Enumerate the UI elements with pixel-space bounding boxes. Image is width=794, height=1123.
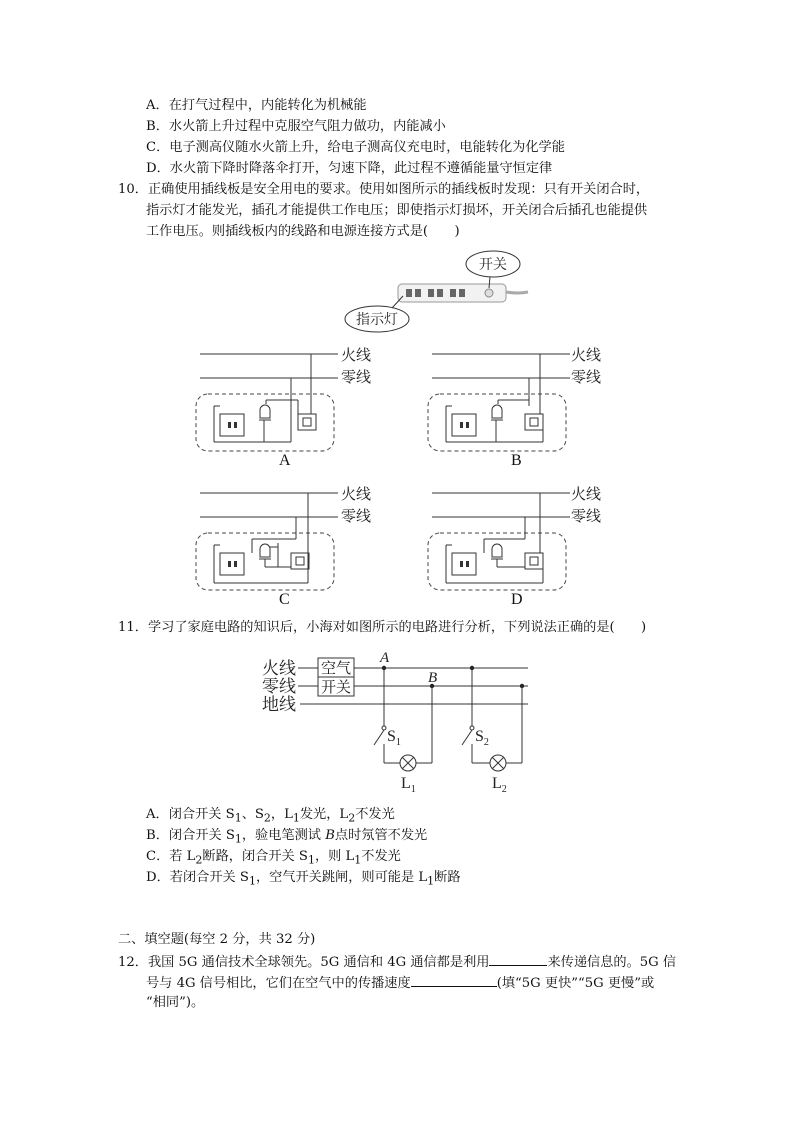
q11-option-d: D．若闭合开关 $S_1$，空气开关跳闸，则可能是 $L_1$断路	[146, 870, 461, 888]
household-circuit-figure	[260, 648, 540, 798]
q12-line2: 号与 4G 信号相比，它们在空气中的传播速度 (填“5G 更快”“5G 更慢”或	[146, 972, 654, 994]
circuit-option-c	[200, 483, 400, 613]
q10-stem-line3: 工作电压。则插线板内的线路和电源连接方式是( )	[146, 224, 460, 239]
live-wire-label: 火线	[341, 487, 372, 503]
ground-wire-label: 地线	[262, 695, 296, 714]
s1-label: $S_1$	[387, 728, 401, 748]
circuit-option-a	[200, 344, 400, 474]
air-switch-label-bottom: 开关	[320, 680, 352, 696]
q12-blank-1[interactable]	[489, 951, 547, 966]
circuit-option-b	[432, 344, 632, 474]
q11-option-c: C．若 $L_2$断路，闭合开关 $S_1$，则 $L_1$不发光	[146, 849, 401, 867]
air-switch-label-top: 空气	[320, 661, 352, 677]
l1-label: $L_1$	[401, 775, 416, 795]
live-wire-label: 火线	[571, 487, 602, 503]
indicator-callout-label: 指示灯	[356, 313, 398, 328]
q11-stem: 11．学习了家庭电路的知识后，小海对如图所示的电路进行分析，下列说法正确的是( )	[118, 620, 647, 635]
neutral-wire-label: 零线	[262, 677, 296, 696]
neutral-wire-label: 零线	[571, 509, 602, 525]
q9-option-d: D．水火箭下降时降落伞打开，匀速下降，此过程不遵循能量守恒定律	[146, 161, 553, 176]
circuit-d-label: D	[511, 591, 523, 608]
live-wire-label: 火线	[341, 348, 372, 364]
live-wire-label: 火线	[262, 659, 296, 678]
q12-line1: 12．我国 5G 通信技术全球领先。5G 通信和 4G 通信都是利用 来传递信息的。5G 信	[118, 951, 676, 973]
l2-label: $L_2$	[492, 775, 507, 795]
section-2-title: 二、填空题(每空 2 分，共 32 分)	[118, 932, 316, 947]
q10-stem-line1: 10．正确使用插线板是安全用电的要求。使用如图所示的插线板时发现：只有开关闭合时，	[118, 182, 650, 197]
neutral-wire-label: 零线	[341, 370, 372, 386]
q9-option-b: B．水火箭上升过程中克服空气阻力做功，内能减小	[146, 119, 446, 134]
live-wire-label: 火线	[571, 348, 602, 364]
circuit-a-label: A	[279, 452, 291, 469]
q10-stem-line2: 指示灯才能发光，插孔才能提供工作电压；即使指示灯损坏，开关闭合后插孔也能提供	[146, 203, 648, 218]
circuit-b-label: B	[511, 452, 522, 469]
neutral-wire-label: 零线	[571, 370, 602, 386]
q9-option-a: A．在打气过程中，内能转化为机械能	[146, 98, 367, 113]
neutral-wire-label: 零线	[341, 509, 372, 525]
point-a-label: A	[380, 650, 390, 666]
q12-blank-2[interactable]	[411, 972, 497, 987]
point-b-label: B	[428, 670, 438, 686]
circuit-option-d	[432, 483, 632, 613]
power-strip-figure	[340, 248, 540, 338]
switch-callout-label: 开关	[479, 258, 507, 273]
s2-label: $S_2$	[475, 728, 489, 748]
q12-line3: “相同”)。	[146, 995, 205, 1010]
q11-option-b: B．闭合开关 $S_1$，验电笔测试 B点时氖管不发光	[146, 828, 428, 846]
q11-option-a: A．闭合开关 $S_1$、$S_2$，$L_1$发光，$L_2$不发光	[146, 807, 395, 825]
circuit-c-label: C	[279, 591, 290, 608]
q9-option-c: C．电子测高仪随水火箭上升，给电子测高仪充电时，电能转化为化学能	[146, 140, 565, 155]
